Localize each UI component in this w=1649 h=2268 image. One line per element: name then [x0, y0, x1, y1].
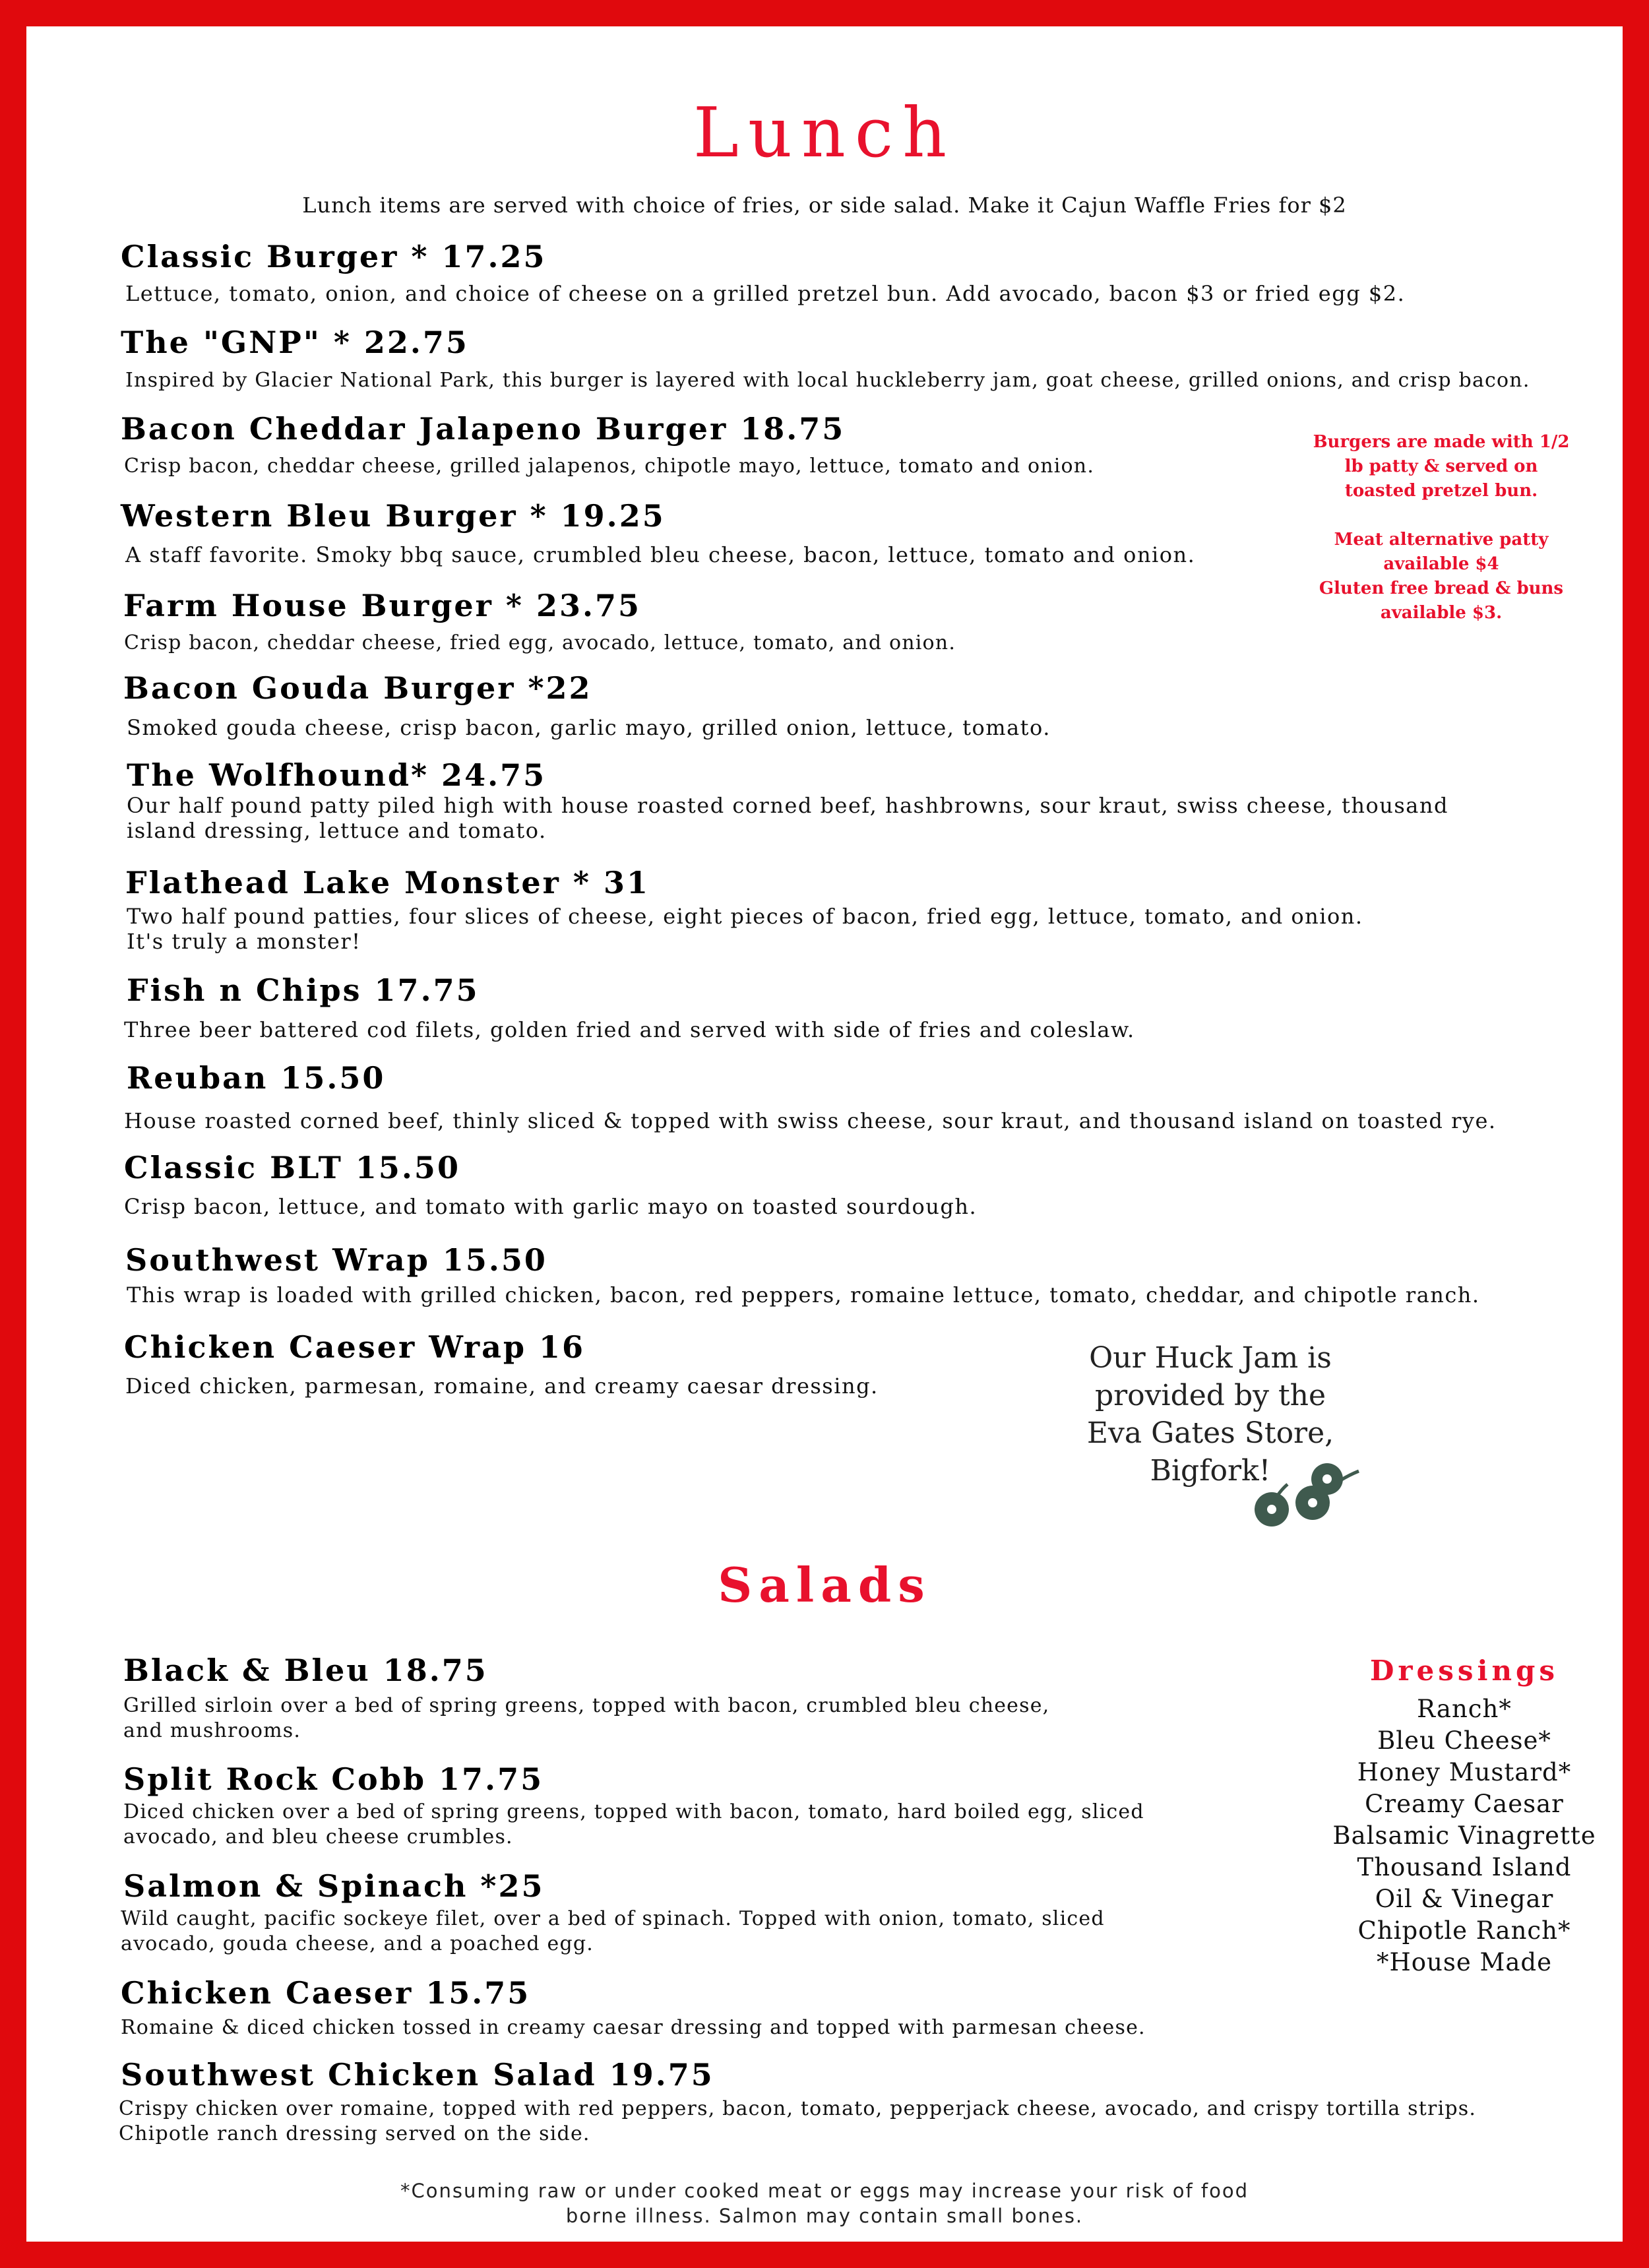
- salads-title: Salads: [718, 1557, 931, 1613]
- menu-item-description: Crisp bacon, cheddar cheese, fried egg, avocado, lettuce, tomato, and onion.: [124, 631, 956, 654]
- dressing-item: Creamy Caesar: [1365, 1790, 1564, 1818]
- menu-item-description: Diced chicken, parmesan, romaine, and creamy caesar dressing.: [125, 1373, 879, 1399]
- dressing-item: Ranch*: [1417, 1695, 1512, 1723]
- dressing-item: Chipotle Ranch*: [1357, 1916, 1571, 1945]
- huckleberry-icon: [1240, 1445, 1372, 1530]
- menu-item-name: Classic BLT 15.50: [124, 1150, 460, 1185]
- menu-item-name: Chicken Caeser 15.75: [121, 1975, 531, 2011]
- dressing-item: *House Made: [1376, 1948, 1553, 1976]
- menu-item-name: Reuban 15.50: [127, 1060, 386, 1096]
- menu-item-name: Bacon Gouda Burger *22: [123, 670, 592, 706]
- menu-item-description: Wild caught, pacific sockeye filet, over a bed of spinach. Topped with onion, tomato, sliced avocado, gouda cheese, and a poached egg.: [121, 1907, 1105, 1955]
- dressing-item: Honey Mustard*: [1357, 1758, 1572, 1786]
- dressing-item: Thousand Island: [1357, 1853, 1572, 1881]
- menu-item-name: The "GNP" * 22.75: [121, 325, 469, 360]
- dressing-item: Oil & Vinegar: [1375, 1885, 1554, 1913]
- menu-item-description: Crispy chicken over romaine, topped with red peppers, bacon, tomato, pepperjack cheese, avocado, and crispy tortilla strips. Chipotle ranch dressing served on the side.: [119, 2097, 1477, 2145]
- menu-item-name: Fish n Chips 17.75: [127, 972, 480, 1008]
- dressings-title: Dressings: [1369, 1654, 1559, 1687]
- menu-item-name: Southwest Wrap 15.50: [125, 1242, 547, 1278]
- menu-item-name: Farm House Burger * 23.75: [123, 588, 641, 623]
- huck-jam-note: Our Huck Jam is provided by the Eva Gates Store, Bigfork!: [1086, 1341, 1334, 1488]
- menu-item-description: This wrap is loaded with grilled chicken, bacon, red peppers, romaine lettuce, tomato, cheddar, and chipotle ranch.: [127, 1282, 1480, 1307]
- lunch-subtitle: Lunch items are served with choice of fries, or side salad. Make it Cajun Waffle Fries for $2: [302, 193, 1347, 218]
- dressing-item: Balsamic Vinagrette: [1332, 1821, 1596, 1850]
- menu-item-description: Grilled sirloin over a bed of spring greens, topped with bacon, crumbled bleu cheese, and mushrooms.: [123, 1694, 1050, 1742]
- menu-item-name: Classic Burger * 17.25: [121, 239, 547, 274]
- lunch-title: Lunch: [693, 92, 956, 173]
- menu-item-description: Two half pound patties, four slices of cheese, eight pieces of bacon, fried egg, lettuce, tomato, and onion. It's truly a monster!: [127, 904, 1363, 954]
- menu-item-description: Romaine & diced chicken tossed in creamy caesar dressing and topped with parmesan cheese.: [121, 2016, 1146, 2039]
- menu-item-description: Smoked gouda cheese, crisp bacon, garlic mayo, grilled onion, lettuce, tomato.: [127, 715, 1051, 740]
- menu-item-name: Bacon Cheddar Jalapeno Burger 18.75: [121, 411, 846, 447]
- menu-item-description: Lettuce, tomato, onion, and choice of cheese on a grilled pretzel bun. Add avocado, bacon $3 or fried egg $2.: [125, 281, 1406, 306]
- menu-item-description: Diced chicken over a bed of spring greens, topped with bacon, tomato, hard boiled egg, sliced avocado, and bleu cheese crumbles.: [123, 1800, 1144, 1848]
- menu-item-name: Split Rock Cobb 17.75: [123, 1761, 544, 1797]
- menu-item-name: Salmon & Spinach *25: [123, 1868, 545, 1904]
- menu-item-description: Crisp bacon, lettuce, and tomato with garlic mayo on toasted sourdough.: [124, 1194, 978, 1219]
- menu-item-description: House roasted corned beef, thinly sliced & topped with swiss cheese, sour kraut, and thousand island on toasted rye.: [124, 1108, 1497, 1133]
- menu-item-description: Our half pound patty piled high with house roasted corned beef, hashbrowns, sour kraut, swiss cheese, thousand island dressing, lettuce and tomato.: [127, 793, 1448, 843]
- menu-page: [26, 26, 1623, 2242]
- menu-item-description: A staff favorite. Smoky bbq sauce, crumbled bleu cheese, bacon, lettuce, tomato and onion.: [125, 542, 1196, 567]
- menu-item-name: Flathead Lake Monster * 31: [125, 865, 650, 900]
- menu-item-description: Three beer battered cod filets, golden fried and served with side of fries and coleslaw.: [124, 1017, 1135, 1042]
- food-safety-disclaimer: *Consuming raw or under cooked meat or eggs may increase your risk of food borne illness. Salmon may contain small bones.: [400, 2180, 1249, 2227]
- burger-note: Burgers are made with 1/2 lb patty & served on toasted pretzel bun. Meat alternative patty available $4 Gluten free bread & buns available $3.: [1313, 432, 1570, 623]
- menu-item-name: The Wolfhound* 24.75: [127, 757, 547, 793]
- menu-item-description: Crisp bacon, cheddar cheese, grilled jalapenos, chipotle mayo, lettuce, tomato and onion.: [124, 455, 1095, 478]
- menu-item-name: Western Bleu Burger * 19.25: [121, 498, 666, 534]
- menu-item-description: Inspired by Glacier National Park, this burger is layered with local huckleberry jam, goat cheese, grilled onions, and crisp bacon.: [125, 369, 1530, 392]
- dressings-list: [1293, 1693, 1636, 1978]
- menu-item-name: Southwest Chicken Salad 19.75: [121, 2057, 714, 2093]
- dressing-item: Bleu Cheese*: [1377, 1726, 1551, 1755]
- menu-item-name: Chicken Caeser Wrap 16: [124, 1329, 586, 1365]
- menu-item-name: Black & Bleu 18.75: [123, 1653, 488, 1688]
